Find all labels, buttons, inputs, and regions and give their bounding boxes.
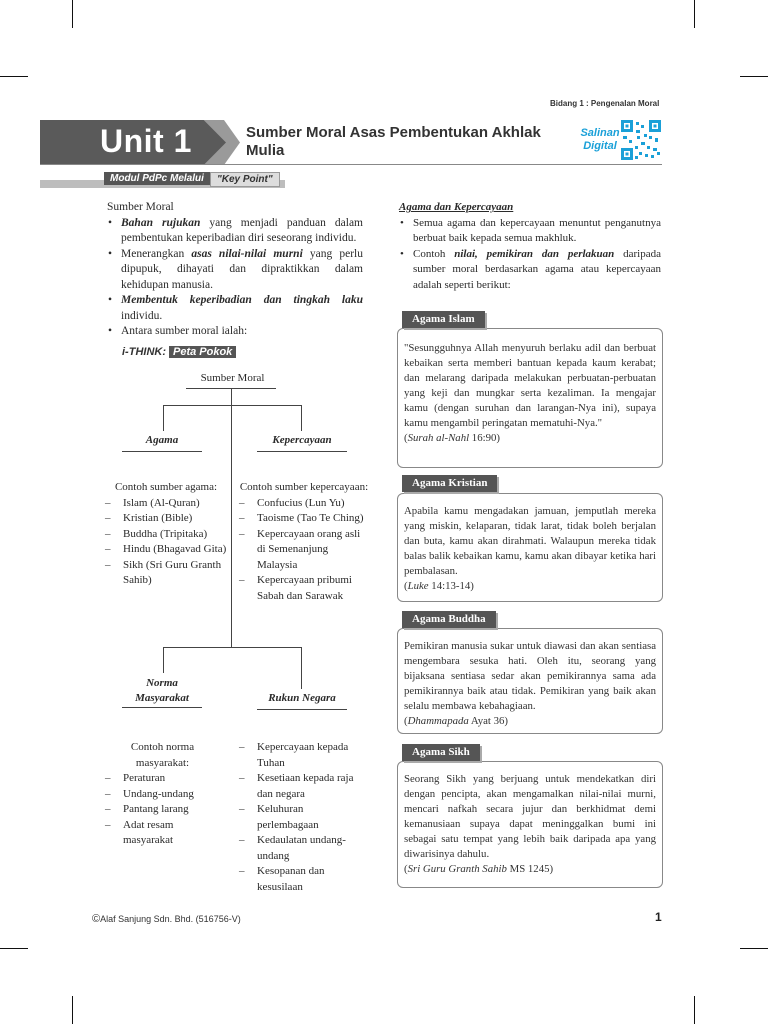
tree-node-agama: Agama — [145, 434, 179, 446]
tree-node-rukun: Rukun Negara — [268, 692, 336, 704]
crop-mark — [0, 76, 28, 77]
list-item: – Kedaulatan undang-undang — [239, 833, 367, 864]
list-item: • Membentuk keperibadian dan tingkah laku individu. — [107, 293, 363, 324]
religion-text: Apabila kamu mengadakan jamuan, jemputlah mereka yang miskin, kelaparan, tidak larat, tidak boleh berjalan dan buta, kamu akan dirahmati. Walaupun mereka tidak balas balik kebaikan kamu, kamu akan dibayar ketika hari pembalasan. — [404, 505, 656, 577]
religion-box-islam — [397, 328, 663, 468]
list-item: – Undang-undang — [105, 787, 220, 803]
religion-box-kristian — [397, 493, 663, 602]
agama-intro: Contoh sumber agama: — [114, 481, 218, 493]
ithink-label — [122, 346, 236, 358]
list-item: – Kristian (Bible) — [105, 511, 227, 527]
keypoint-label: "Key Point" — [210, 172, 280, 187]
crop-mark — [740, 948, 768, 949]
list-item: – Kesetiaan kepada raja dan negara — [239, 771, 367, 802]
list-item: – Kesopanan dan kesusilaan — [239, 864, 367, 895]
religion-tag-kristian: Agama Kristian — [402, 475, 497, 492]
tree-connector — [257, 709, 347, 710]
list-item: – Kepercayaan pribumi Sabah dan Sarawak — [239, 573, 369, 604]
digital-copy-line2: Digital — [583, 140, 617, 152]
copyright-text: Alaf Sanjung Sdn. Bhd. (516756-V) — [100, 914, 241, 924]
page-number: 1 — [655, 910, 662, 924]
crop-mark — [740, 76, 768, 77]
list-item: – Buddha (Tripitaka) — [105, 527, 227, 543]
right-bullets — [399, 216, 661, 294]
copyright-icon: © — [92, 913, 101, 925]
religion-tag-sikh: Agama Sikh — [402, 744, 480, 761]
right-heading: Agama dan Kepercayaan — [399, 201, 514, 213]
ithink-map-name: Peta Pokok — [169, 346, 236, 358]
religion-box-buddha — [397, 628, 663, 734]
crop-mark — [694, 996, 695, 1024]
list-item: – Keluhuran perlembagaan — [239, 802, 367, 833]
list-item: – Pantang larang — [105, 802, 220, 818]
norma-list — [105, 771, 220, 849]
list-item: • Contoh nilai, pemikiran dan perlakuan daripada sumber moral berdasarkan agama atau kepercayaan adalah seperti berikut: — [399, 247, 661, 294]
list-item: – Islam (Al-Quran) — [105, 496, 227, 512]
crop-mark — [0, 948, 28, 949]
crop-mark — [72, 996, 73, 1024]
list-item: – Peraturan — [105, 771, 220, 787]
unit-title: Sumber Moral Asas Pembentukan Akhlak Mulia — [246, 124, 541, 159]
religion-source: (Sri Guru Granth Sahib MS 1245) — [404, 863, 554, 875]
norma-examples — [105, 740, 220, 849]
list-item: • Semua agama dan kepercayaan menuntut penganutnya berbuat baik kepada semua makhluk. — [399, 216, 661, 247]
agama-examples — [105, 480, 227, 589]
tree-connector — [301, 647, 302, 689]
crop-mark — [694, 0, 695, 28]
list-item: – Kepercayaan orang asli di Semenanjung Malaysia — [239, 527, 369, 574]
religion-text: "Sesungguhnya Allah menyuruh berlaku adil dan berbuat kebaikan serta memberi bantuan kepada kaum kerabat; dan melarang daripada melakukan perbuatan-perbuatan yang keji dan mungkar serta kezaliman. Ia mengajar kamu (dengan suruhan dan larangan-Nya ini), supaya kamu mengambil peringatan mematuhi-Nya." — [404, 342, 656, 429]
kepercayaan-intro: Contoh sumber kepercayaan: — [239, 481, 369, 493]
list-item: – Sikh (Sri Guru Granth Sahib) — [105, 558, 227, 589]
agama-list — [105, 496, 227, 589]
left-heading: Sumber Moral — [107, 201, 174, 213]
tree-connector — [301, 405, 302, 431]
kepercayaan-list — [239, 496, 369, 605]
tree-connector — [163, 647, 302, 648]
kepercayaan-examples — [239, 480, 369, 604]
tree-connector — [231, 389, 232, 647]
religion-text: Pemikiran manusia sukar untuk diawasi dan akan sentiasa mengembara sesuka hati. Oleh itu, seorang yang bijaksana sentiasa sedar akan pemikirannya sama ada pemikirannya baik atau tidak. Pemikiran yang baik akan selalu membawa kebahagiaan. — [404, 640, 656, 712]
footer-copyright — [92, 913, 241, 925]
tree-node-kepercayaan: Kepercayaan — [272, 434, 332, 446]
rukun-list — [239, 740, 367, 895]
header-rule — [40, 164, 662, 165]
digital-copy-label — [580, 127, 620, 153]
tree-connector — [122, 451, 202, 452]
religion-tag-buddha: Agama Buddha — [402, 611, 496, 628]
modul-label: Modul PdPc Melalui — [104, 172, 210, 185]
ithink-prefix: i-THINK: — [122, 346, 166, 358]
religion-source: (Dhammapada Ayat 36) — [404, 715, 509, 727]
digital-copy-line1: Salinan — [580, 127, 620, 139]
crop-mark — [72, 0, 73, 28]
norma-intro: Contoh norma masyarakat: — [130, 741, 195, 769]
list-item: – Taoisme (Tao Te Ching) — [239, 511, 369, 527]
tree-connector — [257, 451, 347, 452]
rukun-examples — [239, 740, 367, 895]
list-item: • Antara sumber moral ialah: — [107, 324, 363, 340]
tree-node-norma: Norma Masyarakat — [135, 677, 189, 704]
list-item: – Kepercayaan kepada Tuhan — [239, 740, 367, 771]
tree-connector — [163, 405, 164, 431]
tree-root: Sumber Moral — [200, 372, 265, 384]
religion-tag-islam: Agama Islam — [402, 311, 485, 328]
religion-box-sikh — [397, 761, 663, 888]
list-item: • Menerangkan asas nilai-nilai murni yang perlu dipupuk, dihayati dan dipraktikkan dalam kehidupan manusia. — [107, 247, 363, 294]
right-intro — [399, 200, 661, 293]
list-item: – Adat resam masyarakat — [105, 818, 220, 849]
religion-source: (Luke 14:13-14) — [404, 580, 474, 592]
tree-connector — [163, 647, 164, 673]
list-item: – Hindu (Bhagavad Gita) — [105, 542, 227, 558]
unit-label: Unit 1 — [100, 123, 192, 159]
religion-source: (Surah al-Nahl 16:90) — [404, 432, 501, 444]
left-intro — [107, 200, 363, 340]
list-item: • Bahan rujukan yang menjadi panduan dalam pembentukan keperibadian diri seseorang individu. — [107, 216, 363, 247]
qr-code-icon[interactable] — [621, 120, 661, 160]
tree-connector — [163, 405, 302, 406]
religion-text: Seorang Sikh yang berjuang untuk mendekatkan diri dengan pencipta, akan mengamalkan nilai-nilai murni, mencari nafkah secara jujur dan berkhidmat demi kemanusiaan supaya dapat meninggalkan bumi ini sebagai satu tempat yang lebih baik daripada apa yang diwarisinya dahulu. — [404, 773, 656, 860]
tree-connector — [122, 707, 202, 708]
left-bullets — [107, 216, 363, 340]
list-item: – Confucius (Lun Yu) — [239, 496, 369, 512]
section-label: Bidang 1 : Pengenalan Moral — [550, 99, 660, 108]
